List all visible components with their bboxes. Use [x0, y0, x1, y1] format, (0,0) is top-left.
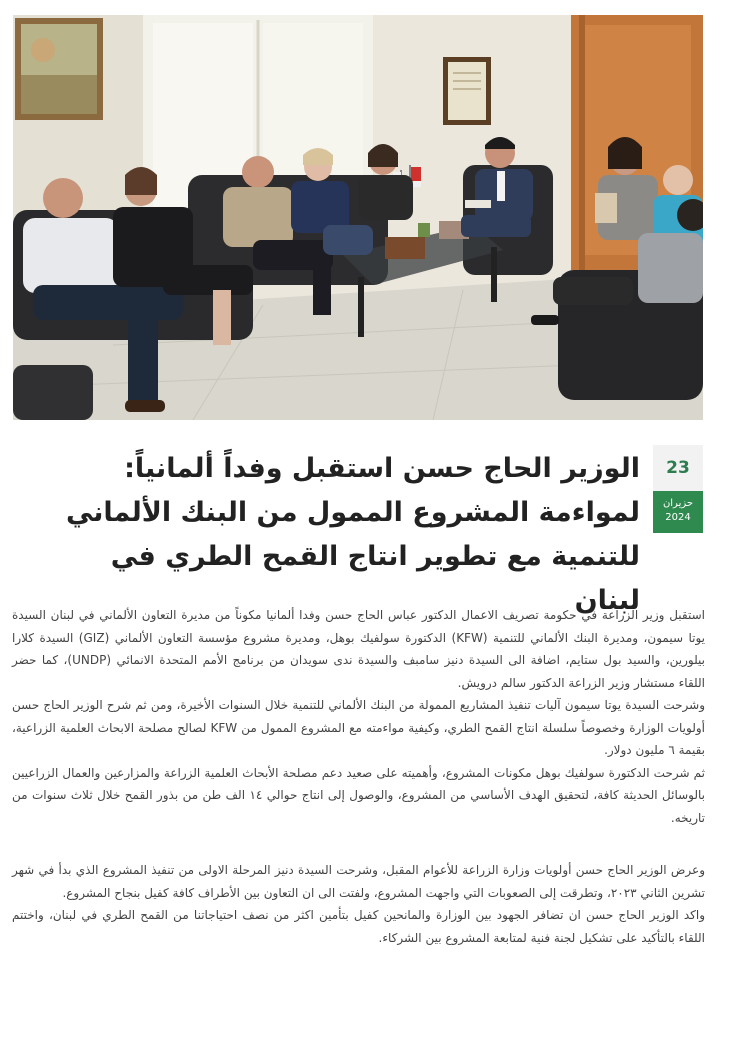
date-year: 2024 — [665, 512, 691, 523]
article-paragraph-3: ثم شرحت الدكتورة سولفيك بوهل مكونات المشروع، وأهميته على صعيد دعم مصلحة الأبحاث العلمية الزراعة والمزارعين والعمال الزراعيين بالوسائل الحديثة كافة، لتحقيق الهدف الأساسي من المشروع، والوصول إلى انتاج حوالي ١٤ الف طن من بذور القمح خلال ثلاث سنوات من تاريخه. — [12, 765, 706, 825]
article-body — [12, 604, 705, 949]
date-month-year — [653, 491, 703, 533]
date-month: حزيران — [662, 498, 694, 509]
paragraph-spacer — [12, 829, 705, 859]
article-photo — [13, 15, 703, 420]
article-paragraph-5: واكد الوزير الحاج حسن ان تضافر الجهود بين الوزارة والمانحين كفيل بتأمين اكثر من نصف احتياجاتنا من القمح الطري في لبنان، واختتم اللقاء بالتأكيد على تشكيل لجنة فنية لمتابعة المشروع بين الشركاء. — [12, 908, 705, 945]
date-day: 23 — [653, 445, 703, 491]
article-paragraph-2: وشرحت السيدة يوتا سيمون آليات تنفيذ المشاريع الممولة من البنك الألماني للتنمية خلال السنوات الأخيرة، ومن ثم شرح الوزير الحاج حسن أولويات الوزارة وخصوصاً سلسلة انتاج القمح الطري، وكيفية مواءمته مع المشروع الممول من KFW لصالح مصلحة الابحاث العلمية الزراعية، بقيمة ٦ مليون دولار. — [12, 698, 705, 757]
article-paragraph-4: وعرض الوزير الحاج حسن أولويات وزارة الزراعة للأعوام المقبل، وشرحت السيدة دنيز المرحلة الاولى من تنفيذ المشروع الذي بدأ في شهر تشرين الثاني ٢٠٢٣، وتطرقت إلى الصعوبات التي واجهت المشروع، ولفتت الى ان التعاون بين الأطراف كافة كفيل بنجاح المشروع. — [12, 863, 705, 900]
article-title: الوزير الحاج حسن استقبل وفداً ألمانياً: لمواءمة المشروع الممول من البنك الألماني للتنمية مع تطوير انتاج القمح الطري في لبنان — [65, 453, 640, 616]
meeting-photo-illustration — [13, 15, 703, 420]
date-badge — [653, 445, 703, 533]
article-paragraph-1: استقبل وزير الزراعة في حكومة تصريف الاعمال الدكتور عباس الحاج حسن وفدا ألمانيا مكوناً من مديرة التعاون الألماني في لبنان السيدة يوتا سيمون، ومديرة البنك الألماني للتنمية (KFW) الدكتورة سولفيك بوهل، ومديرة مشروع مؤسسة التعاون الألماني (GIZ) السيدة كلارا بيلورين، والسيد بول ستايم، اضافة الى السيدة دنيز سامبف والسيدة ندى سويدان من برنامج الأمم المتحدة الانمائي (UNDP)، كما حضر اللقاء مستشار وزير الزراعة الدكتور سالم درويش. — [12, 608, 706, 690]
